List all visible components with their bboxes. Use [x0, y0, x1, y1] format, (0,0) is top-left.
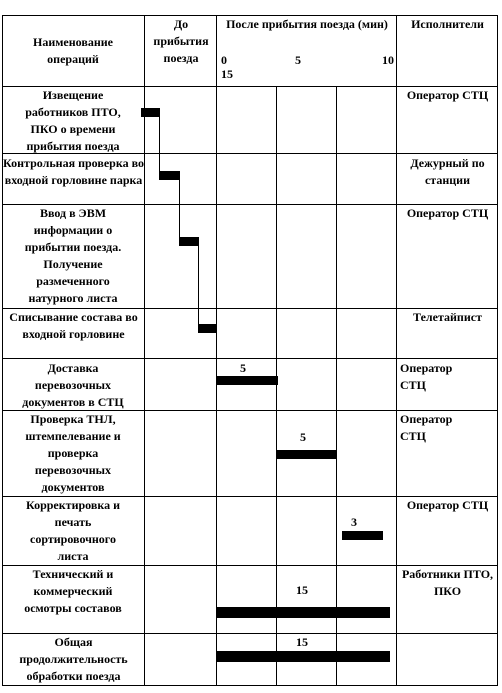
schedule-bar-6	[276, 450, 336, 459]
operation-name-4: Списывание состава во входной горловине	[9, 310, 138, 341]
bar-connector-3-4	[198, 237, 199, 333]
duration-label-8: 15	[296, 583, 308, 597]
operation-name-5: Доставка перевозочных документов в СТЦ	[22, 361, 124, 409]
schedule-bar-4	[198, 324, 217, 333]
executor-5: Оператор СТЦ	[400, 361, 453, 392]
table-border-bottom	[2, 685, 498, 686]
executor-4: Телетайпист	[413, 310, 482, 324]
operation-name-6: Проверка ТНЛ, штемпелевание и проверка перевозочных документов	[25, 412, 121, 494]
schedule-bar-5	[216, 376, 278, 385]
operation-name-8: Технический и коммерческий осмотры составов	[24, 567, 122, 615]
header-before-arrival: До прибытия поезда	[153, 17, 209, 65]
duration-label-7: 3	[351, 515, 357, 529]
schedule-bar-2	[160, 171, 179, 180]
schedule-bar-7	[342, 531, 383, 540]
operation-name-9: Общая продолжительность обработки поезда	[19, 635, 128, 683]
executor-1: Оператор СТЦ	[406, 88, 489, 102]
col-divider-4	[336, 86, 337, 686]
scale-label-15: 15	[221, 67, 233, 81]
executor-3: Оператор СТЦ	[406, 206, 489, 220]
header-executors: Исполнители	[411, 17, 484, 31]
operation-name-3: Ввод в ЭВМ информации о прибытии поезда. Получение размеченного натурного листа	[24, 206, 122, 305]
executor-7: Оператор СТЦ	[406, 498, 489, 512]
schedule-bar-3	[179, 237, 198, 246]
duration-label-6: 5	[300, 430, 306, 444]
table-border-left	[2, 15, 3, 686]
header-operation: Наименование операций	[33, 35, 113, 66]
col-divider-5	[396, 15, 397, 686]
duration-label-9: 15	[296, 635, 308, 649]
col-divider-2	[216, 15, 217, 686]
bar-connector-2-3	[179, 171, 180, 246]
executor-2: Дежурный по станции	[410, 156, 485, 187]
executor-8: Работники ПТО, ПКО	[401, 567, 494, 598]
operation-name-2: Контрольная проверка во входной горловине парка	[3, 156, 144, 187]
row-divider-4	[2, 358, 498, 359]
scale-label-5: 5	[295, 53, 301, 67]
scale-label-0: 0	[221, 53, 227, 67]
scale-label-10: 10	[382, 53, 394, 67]
operation-name-7: Корректировка и печать сортировочного листа	[25, 498, 120, 563]
schedule-bar-8	[216, 607, 390, 618]
schedule-bar-1	[141, 108, 159, 117]
schedule-bar-9	[216, 651, 390, 662]
duration-label-5: 5	[240, 361, 246, 375]
header-after-arrival: После прибытия поезда (мин)	[226, 17, 388, 31]
operation-name-1: Извещение работников ПТО, ПКО о времени прибытия поезда	[25, 88, 121, 153]
executor-6: Оператор СТЦ	[400, 412, 453, 443]
table-border-right	[497, 15, 498, 686]
col-divider-3	[276, 86, 277, 686]
bar-connector-1-2	[159, 108, 160, 180]
